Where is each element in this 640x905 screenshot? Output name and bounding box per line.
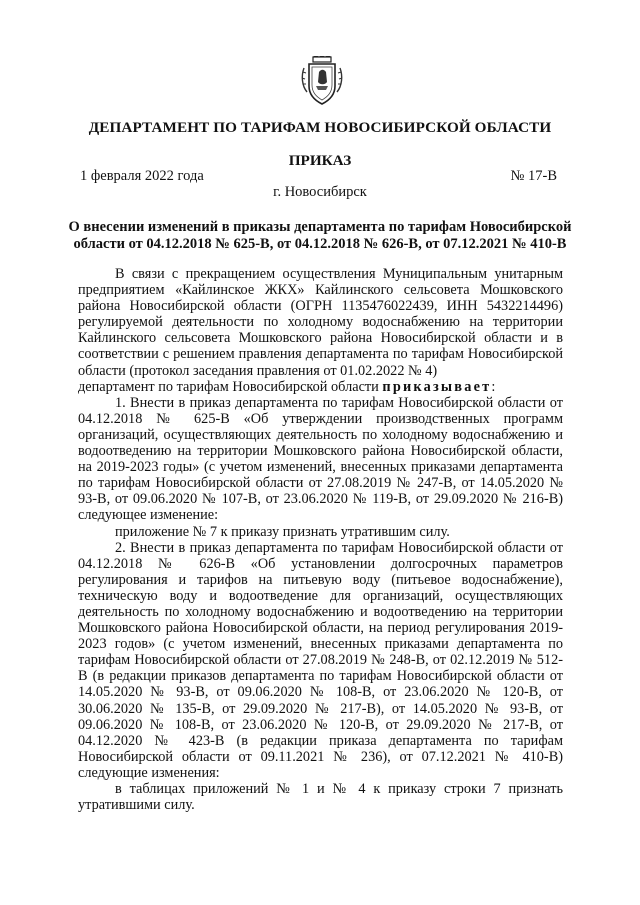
orders-word: приказывает	[382, 378, 492, 395]
preamble-paragraph: В связи с прекращением осуществления Муниципальным унитарным предприятием «Кайлинское ЖКХ» Кайлинского сельсовета Мошковского района Новосибирской области (ОГРН 1135476022439, ИНН 5432214496) регулируемой деятельности по холодному водоснабжению на территории Кайлинского сельсовета Мошковского района Новосибирской области и в соответствии с решением правления департамента по тарифам Новосибирской области (протокол заседания правления от 01.02.2022 № 4)	[78, 266, 563, 379]
document-city: г. Новосибирск	[273, 184, 367, 200]
orders-suffix: :	[491, 378, 496, 395]
item-2-change: в таблицах приложений № 1 и № 4 к приказу строки 7 признать утратившими силу.	[78, 781, 563, 814]
coat-of-arms-icon	[299, 56, 345, 106]
orders-prefix: департамент по тарифам Новосибирской области	[78, 378, 383, 395]
document-date: 1 февраля 2022 года	[80, 168, 204, 184]
document-body	[78, 266, 563, 813]
department-name: ДЕПАРТАМЕНТ ПО ТАРИФАМ НОВОСИБИРСКОЙ ОБЛАСТИ	[88, 119, 552, 136]
document-type: ПРИКАЗ	[288, 152, 352, 169]
document-title: О внесении изменений в приказы департамента по тарифам Новосибирской области от 04.12.2018 № 625-В, от 04.12.2018 № 626-В, от 07.12.2021 № 410-В	[68, 219, 572, 252]
item-2-paragraph: 2. Внести в приказ департамента по тарифам Новосибирской области от 04.12.2018 № 626-В «Об установлении долгосрочных параметров регулирования и тарифов на питьевую воду (питьевое водоснабжение), техническую воду и водоотведение для организаций, осуществляющих деятельность по холодному водоснабжению и водоотведению на территории Мошковского района Новосибирской области, на период регулирования 2019-2023 годов» (с учетом изменений, внесенных приказами департамента по тарифам Новосибирской области от 27.08.2019 № 248-В, от 02.12.2019 № 512-В (в редакции приказов департамента по тарифам Новосибирской области от 14.05.2020 № 93-В, от 09.06.2020 № 108-В, от 23.06.2020 № 120-В, от 30.06.2020 № 135-В, от 29.09.2020 № 217-В), от 14.05.2020 № 93-В, от 09.06.2020 № 108-В, от 23.06.2020 № 120-В, от 29.09.2020 № 217-В, от 04.12.2020 № 423-В (в редакции приказа департамента по тарифам Новосибирской области от 09.11.2021 № 236), от 07.12.2021 № 410-В) следующие изменения:	[78, 539, 563, 781]
item-1-change: приложение № 7 к приказу признать утратившим силу.	[115, 523, 450, 540]
item-1-paragraph: 1. Внести в приказ департамента по тарифам Новосибирской области от 04.12.2018 № 625-В «Об утверждении производственных программ организаций, осуществляющих деятельность по холодному водоснабжению и водоотведению на территории Мошковского района Новосибирской области, на 2019-2023 годы» (с учетом изменений, внесенных приказами департамента по тарифам Новосибирской области от 27.08.2019 № 247-В, от 14.05.2020 № 93-В, от 09.06.2020 № 107-В, от 23.06.2020 № 119-В, от 29.09.2020 № 216-В) следующее изменение:	[78, 394, 563, 524]
document-number: № 17-В	[510, 168, 557, 184]
orders-paragraph	[78, 379, 563, 395]
